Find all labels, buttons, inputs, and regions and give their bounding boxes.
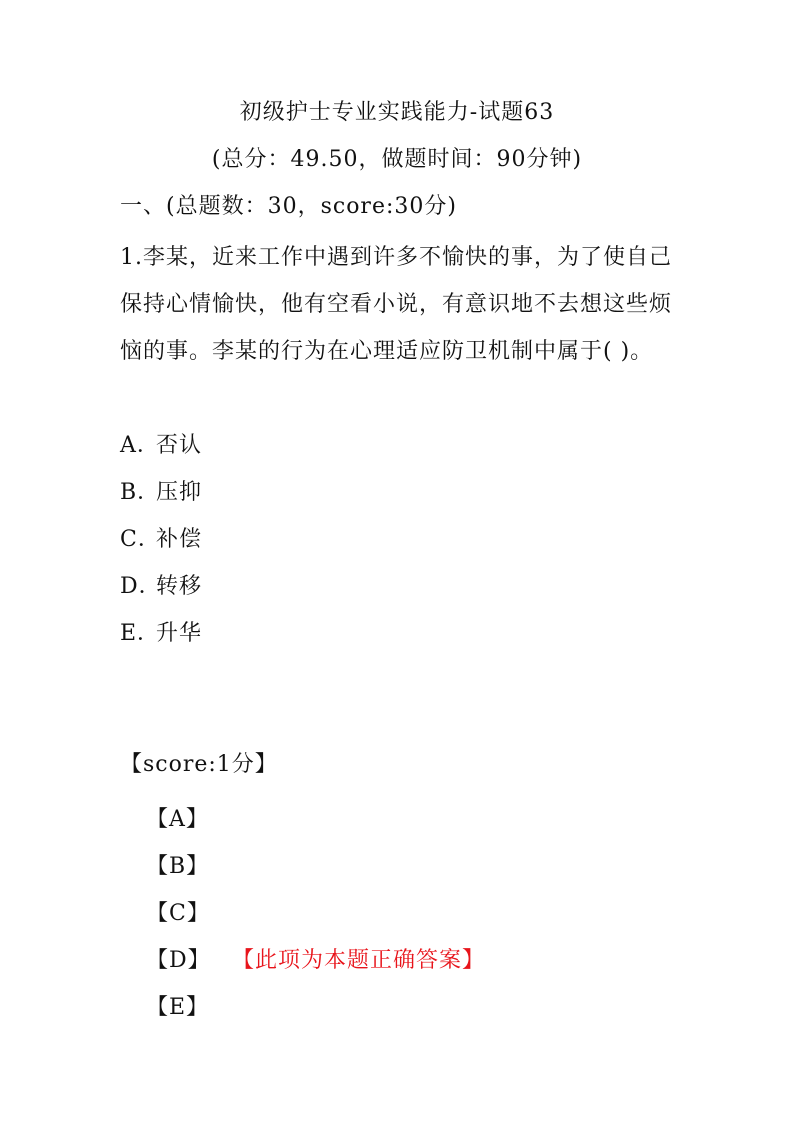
answer-label: 【C】 xyxy=(146,901,210,926)
option-b xyxy=(120,469,202,516)
option-d xyxy=(120,563,202,610)
option-list xyxy=(120,422,202,657)
option-c xyxy=(120,516,202,563)
answer-item-c xyxy=(146,890,485,937)
option-e xyxy=(120,610,202,657)
answer-item-a xyxy=(146,796,485,843)
option-text: 转移 xyxy=(156,574,203,599)
option-letter: E． xyxy=(120,621,161,646)
option-letter: C． xyxy=(120,527,161,552)
option-letter: B． xyxy=(120,480,161,505)
option-letter: D． xyxy=(120,574,162,599)
answer-label: 【D】 xyxy=(146,948,211,973)
answer-item-b xyxy=(146,843,485,890)
option-text: 补偿 xyxy=(156,527,203,552)
answer-item-e xyxy=(146,984,485,1031)
document-subtitle: (总分：49.50，做题时间：90分钟) xyxy=(211,147,583,172)
option-letter: A． xyxy=(120,433,160,458)
option-text: 否认 xyxy=(156,433,203,458)
answer-label: 【E】 xyxy=(146,995,210,1020)
answer-label: 【B】 xyxy=(146,854,210,879)
document-title: 初级护士专业实践能力-试题63 xyxy=(239,100,555,125)
option-a xyxy=(120,422,202,469)
score-label: 【score:1分】 xyxy=(120,752,278,777)
answer-label: 【A】 xyxy=(146,807,209,832)
answer-item-d xyxy=(146,937,485,984)
section-heading: 一、(总题数：30，score:30分) xyxy=(120,194,457,219)
option-text: 升华 xyxy=(156,621,203,646)
correct-answer-note: 【此项为本题正确答案】 xyxy=(232,948,486,973)
answer-key-list xyxy=(146,796,485,1031)
question-text: 1.李某，近来工作中遇到许多不愉快的事，为了使自己保持心情愉快，他有空看小说，有意识地不去想这些烦恼的事。李某的行为在心理适应防卫机制中属于( )。 xyxy=(120,245,673,364)
option-text: 压抑 xyxy=(156,480,203,505)
